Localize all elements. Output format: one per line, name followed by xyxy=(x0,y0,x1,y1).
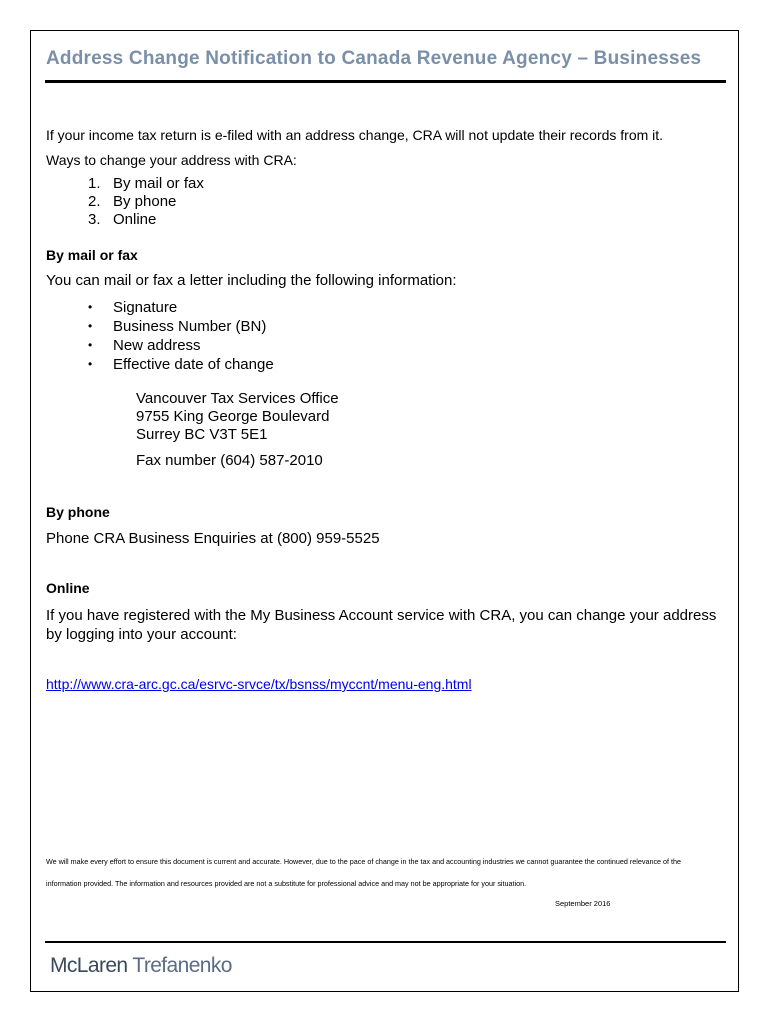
intro-line-2: Ways to change your address with CRA: xyxy=(46,152,297,168)
mailing-address xyxy=(136,390,339,444)
address-line: Vancouver Tax Services Office xyxy=(136,390,339,407)
company-logo: McLaren Trefanenko xyxy=(50,954,232,977)
list-item: 2. By phone xyxy=(88,193,177,210)
list-item: 1. By mail or fax xyxy=(88,175,204,192)
list-item: • Business Number (BN) xyxy=(88,318,267,335)
footer-divider xyxy=(45,941,726,943)
bullet-icon: • xyxy=(88,300,93,314)
disclaimer-line-1: We will make every effort to ensure this document is current and accurate. However, due to the pace of change in the tax and accounting industries we cannot guarantee the continued relevance of the xyxy=(46,857,682,866)
mail-fax-text: You can mail or fax a letter including the following information: xyxy=(46,272,457,289)
intro-line-1: If your income tax return is e-filed with an address change, CRA will not update their records from it. xyxy=(46,127,664,143)
ways-list xyxy=(88,175,204,229)
disclaimer-line-2: information provided. The information and resources provided are not a substitute for professional advice and may not be appropriate for your situation. xyxy=(46,879,527,888)
list-item: 3. Online xyxy=(88,211,157,228)
list-item: • Signature xyxy=(88,299,178,316)
phone-text: Phone CRA Business Enquiries at (800) 959-5525 xyxy=(46,530,380,547)
bullet-icon: • xyxy=(88,338,93,352)
bullet-icon: • xyxy=(88,319,93,333)
address-line: Surrey BC V3T 5E1 xyxy=(136,426,268,443)
list-item: • New address xyxy=(88,337,201,354)
online-text: If you have registered with the My Business Account service with CRA, you can change your address by logging into your account: xyxy=(46,607,717,643)
mail-fax-heading: By mail or fax xyxy=(46,247,138,263)
online-heading: Online xyxy=(46,580,90,596)
document-date: September 2016 xyxy=(555,899,611,908)
my-business-account-link[interactable]: http://www.cra-arc.gc.ca/esrvc-srvce/tx/bsnss/myccnt/menu-eng.html xyxy=(46,676,472,692)
title-divider xyxy=(45,80,726,83)
list-item: • Effective date of change xyxy=(88,356,274,373)
bullet-icon: • xyxy=(88,357,93,371)
required-info-list xyxy=(88,298,274,374)
phone-heading: By phone xyxy=(46,504,110,520)
fax-number: Fax number (604) 587-2010 xyxy=(136,452,323,469)
page-title: Address Change Notification to Canada Revenue Agency – Businesses xyxy=(46,48,702,69)
address-line: 9755 King George Boulevard xyxy=(136,408,330,425)
